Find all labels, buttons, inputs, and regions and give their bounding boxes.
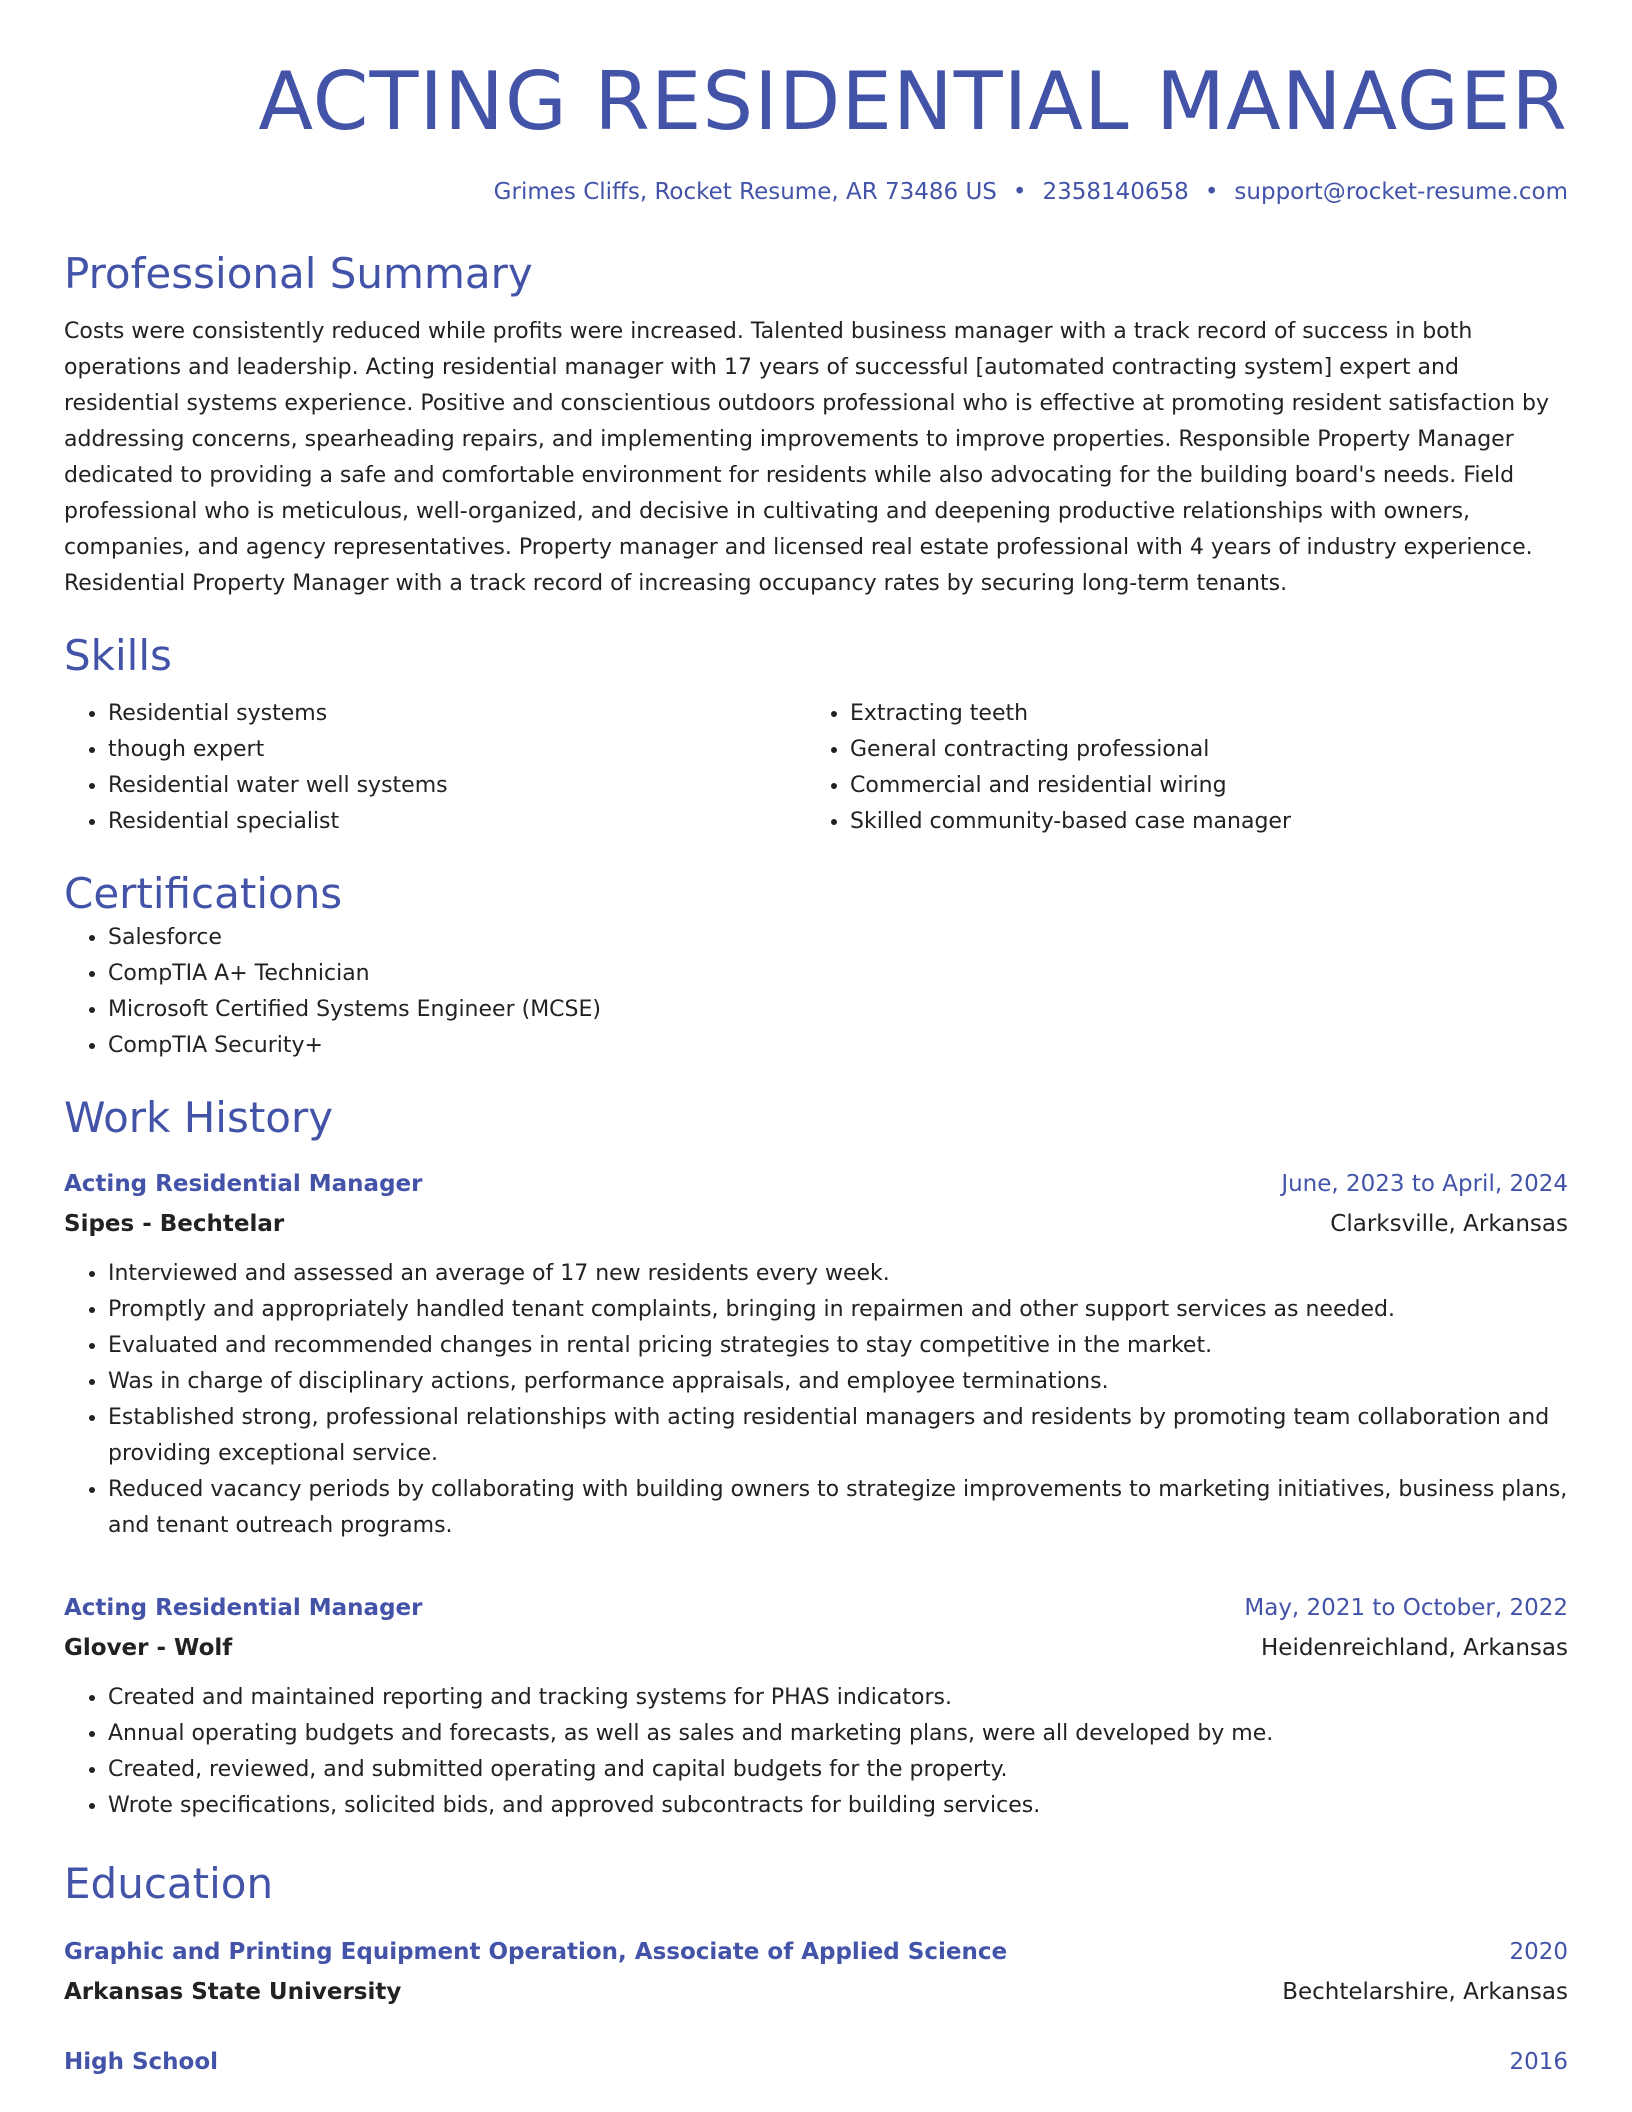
skill-item: • Extracting teeth [850,696,1548,732]
education-school: Arkansas State University [64,1979,402,2005]
skill-item: • General contracting professional [850,732,1548,768]
education-degree: High School [64,2049,219,2075]
education-entry [64,1932,1568,2012]
education-year: 2020 [1509,1939,1568,1965]
job-location: Heidenreichland, Arkansas [1261,1635,1568,1661]
certification-item: • CompTIA Security+ [108,1028,1568,1064]
contact-separator: • [1012,179,1027,205]
skill-item: • Skilled community-based case manager [850,804,1548,840]
contact-line [64,176,1568,208]
job-bullet: • Evaluated and recommended changes in rental pricing strategies to stay competitive in the market. [108,1328,1568,1364]
skill-item: • though expert [108,732,806,768]
work-history-heading: Work History [64,1093,334,1142]
certifications-heading: Certifications [64,869,343,918]
job-dates: June, 2023 to April, 2024 [1281,1171,1568,1197]
job-bullet: • Created, reviewed, and submitted operating and capital budgets for the property. [108,1752,1568,1788]
job-entry [64,1164,1568,1544]
job-bullet: • Interviewed and assessed an average of 17 new residents every week. [108,1256,1568,1292]
resume-header [64,50,1568,208]
job-company: Glover - Wolf [64,1635,233,1661]
candidate-name: ACTING RESIDENTIAL MANAGER [258,55,1568,148]
skills-column-right [806,696,1548,840]
job-title: Acting Residential Manager [64,1171,423,1197]
job-dates: May, 2021 to October, 2022 [1244,1595,1568,1621]
certification-item: • Microsoft Certified Systems Engineer (MCSE) [108,992,1568,1028]
job-bullet: • Promptly and appropriately handled tenant complaints, bringing in repairmen and other support services as needed. [108,1292,1568,1328]
skills-grid [64,696,1568,840]
job-bullets [64,1680,1568,1824]
contact-phone: 2358140658 [1042,179,1189,205]
certification-item: • CompTIA A+ Technician [108,956,1568,992]
job-bullets [64,1256,1568,1544]
certification-item: • Salesforce [108,920,1568,956]
skills-heading: Skills [64,631,172,680]
education-year: 2016 [1509,2049,1568,2075]
job-bullet: • Annual operating budgets and forecasts, as well as sales and marketing plans, were all developed by me. [108,1716,1568,1752]
job-bullet: • Established strong, professional relationships with acting residential managers and residents by promoting team collaboration and providing exceptional service. [108,1400,1568,1472]
job-title: Acting Residential Manager [64,1595,423,1621]
skill-item: • Commercial and residential wiring [850,768,1548,804]
skill-item: • Residential systems [108,696,806,732]
education-entry [64,2042,1568,2082]
education-degree: Graphic and Printing Equipment Operation, Associate of Applied Science [64,1939,1008,1965]
skill-item: • Residential specialist [108,804,806,840]
contact-email: support@rocket-resume.com [1234,179,1568,205]
job-bullet: • Reduced vacancy periods by collaborating with building owners to strategize improvements to marketing initiatives, business plans, and tenant outreach programs. [108,1472,1568,1544]
job-entry [64,1588,1568,1824]
job-location: Clarksville, Arkansas [1330,1211,1568,1237]
contact-separator: • [1204,179,1219,205]
contact-address: Grimes Cliffs, Rocket Resume, AR 73486 US [493,179,997,205]
job-bullet: • Was in charge of disciplinary actions, performance appraisals, and employee terminations. [108,1364,1568,1400]
certifications-list [64,920,1568,1064]
job-bullet: • Wrote specifications, solicited bids, and approved subcontracts for building services. [108,1788,1568,1824]
job-company: Sipes - Bechtelar [64,1211,285,1237]
education-location: Bechtelarshire, Arkansas [1282,1979,1568,2005]
summary-text: Costs were consistently reduced while profits were increased. Talented business manager with a track record of success in both operations and leadership. Acting residential manager with 17 years of successful [automated contracting system] expert and residential systems experience. Positive and conscientious outdoors professional who is effective at promoting resident satisfaction by addressing concerns, spearheading repairs, and implementing improvements to improve properties. Responsible Property Manager dedicated to providing a safe and comfortable environment for residents while also advocating for the building board's needs. Field professional who is meticulous, well-organized, and decisive in cultivating and deepening productive relationships with owners, companies, and agency representatives. Property manager and licensed real estate professional with 4 years of industry experience. Residential Property Manager with a track record of increasing occupancy rates by securing long-term tenants. [64,319,1549,596]
skills-column-left [64,696,806,840]
education-heading: Education [64,1859,274,1908]
summary-heading: Professional Summary [64,249,533,298]
skill-item: • Residential water well systems [108,768,806,804]
job-bullet: • Created and maintained reporting and tracking systems for PHAS indicators. [108,1680,1568,1716]
